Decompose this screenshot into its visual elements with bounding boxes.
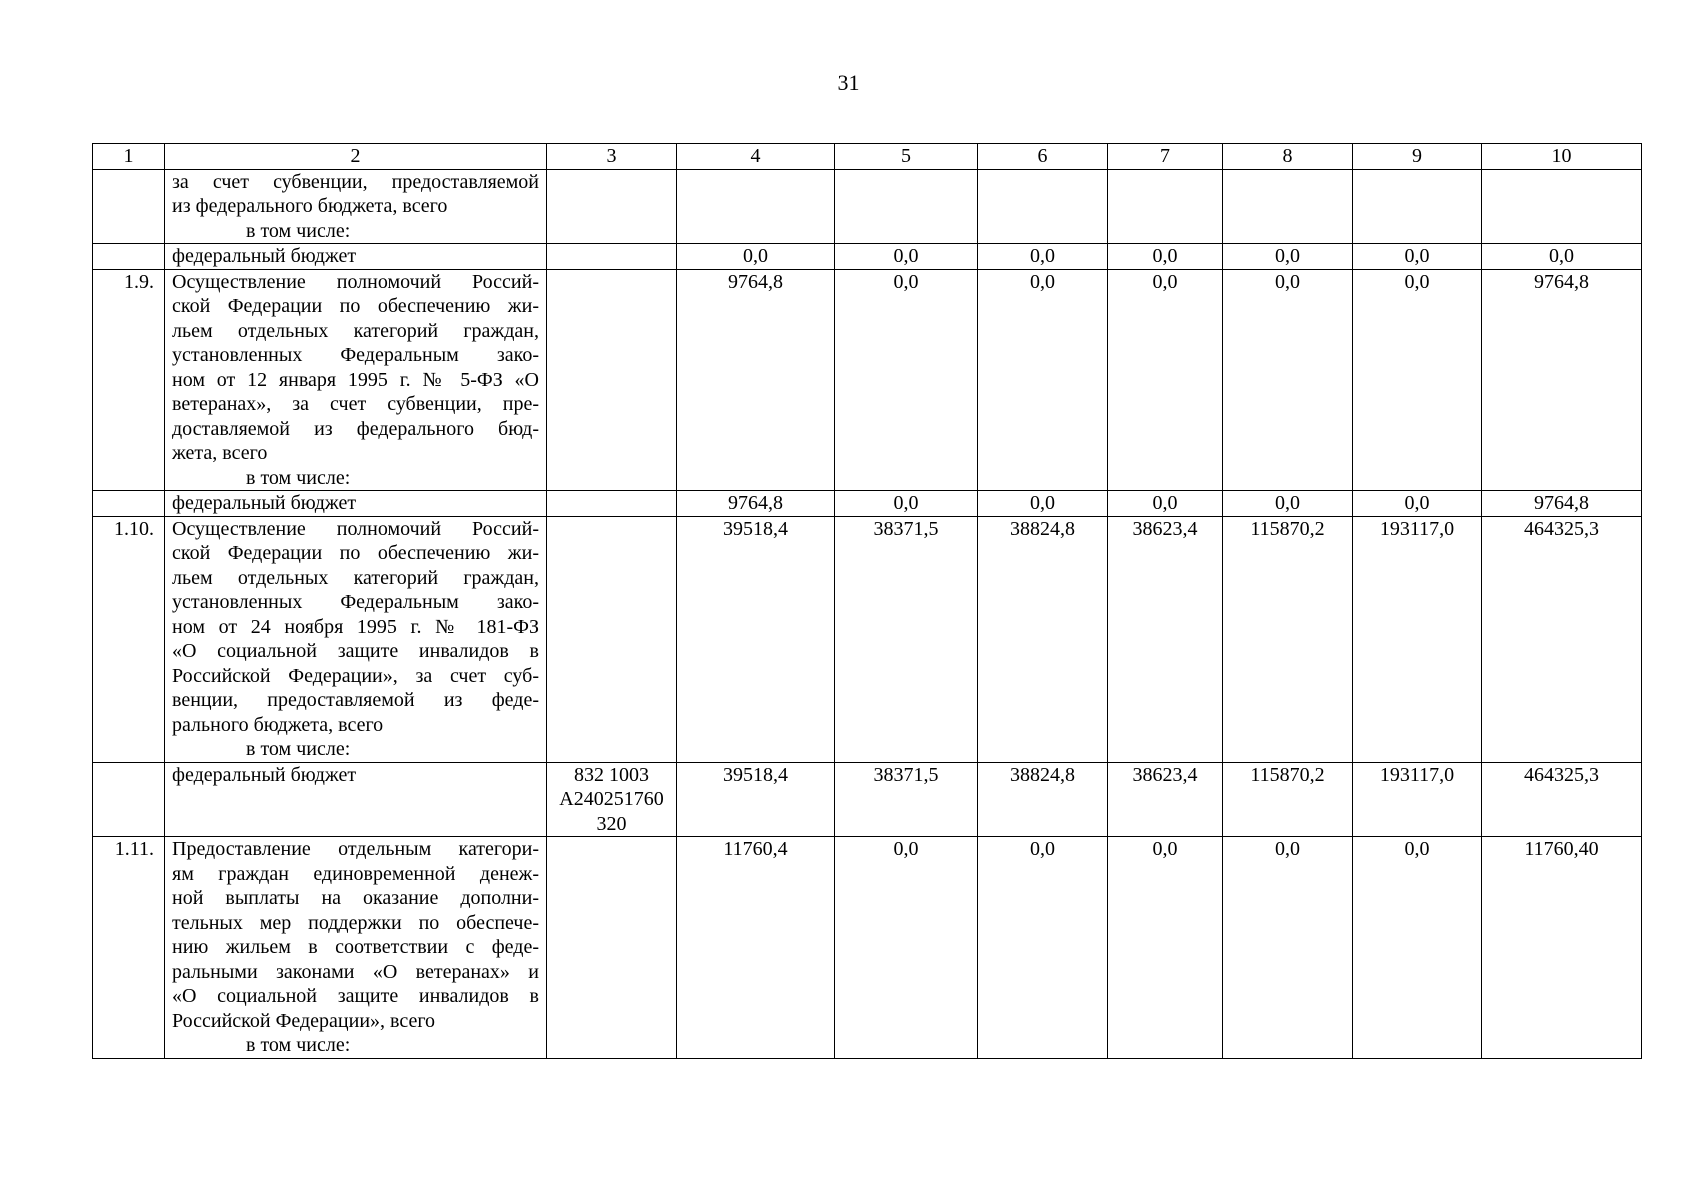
table-row <box>93 837 1642 1059</box>
table-body <box>93 144 1642 1059</box>
row-value-cell: 38623,4 <box>1108 516 1223 762</box>
table-row <box>93 269 1642 491</box>
row-value-cell: 9764,8 <box>1482 269 1642 491</box>
table-row <box>93 762 1642 837</box>
row-value-cell: 0,0 <box>1353 491 1482 517</box>
row-value-cell: 9764,8 <box>677 269 835 491</box>
row-value-cell <box>1482 169 1642 244</box>
row-code-cell <box>547 491 677 517</box>
row-name-cell <box>165 269 547 491</box>
row-name-line: ской Федерации по обеспечению жи- <box>172 542 539 564</box>
row-value-cell: 464325,3 <box>1482 762 1642 837</box>
row-name-cell <box>165 516 547 762</box>
row-value-cell: 0,0 <box>1223 244 1353 270</box>
row-code-cell: 832 1003 А240251760 320 <box>547 762 677 837</box>
row-value-cell <box>978 169 1108 244</box>
row-name-cell <box>165 169 547 244</box>
row-name-line: Осуществление полномочий Россий- <box>172 270 539 293</box>
row-value-cell: 193117,0 <box>1353 516 1482 762</box>
row-value-cell: 0,0 <box>978 269 1108 491</box>
row-value-cell <box>1108 169 1223 244</box>
row-name-line: ном от 12 января 1995 г. № 5-ФЗ «О <box>172 368 539 391</box>
row-name-line: установленных Федеральным зако- <box>172 344 539 366</box>
row-value-cell: 0,0 <box>1108 269 1223 491</box>
row-name-line: «О социальной защите инвалидов в <box>172 985 539 1007</box>
row-name-line: федеральный бюджет <box>172 492 357 514</box>
row-name-line: льем отдельных категорий граждан, <box>172 566 539 589</box>
row-number-cell <box>93 244 165 270</box>
row-value-cell <box>677 169 835 244</box>
row-value-cell: 0,0 <box>978 837 1108 1059</box>
header-cell: 3 <box>547 144 677 170</box>
row-value-cell: 0,0 <box>1223 269 1353 491</box>
row-value-cell: 38824,8 <box>978 516 1108 762</box>
row-number-cell <box>93 491 165 517</box>
row-name-cell <box>165 837 547 1059</box>
row-name-line: ном от 24 ноября 1995 г. № 181-ФЗ <box>172 615 539 638</box>
header-cell: 9 <box>1353 144 1482 170</box>
header-cell: 7 <box>1108 144 1223 170</box>
header-cell: 6 <box>978 144 1108 170</box>
row-name-line: ной выплаты на оказание дополни- <box>172 887 539 909</box>
row-name-cell <box>165 762 547 837</box>
row-sub-label: в том числе: <box>246 219 351 242</box>
row-name-line: ям граждан единовременной денеж- <box>172 862 539 885</box>
row-name-line: доставляемой из федерального бюд- <box>172 417 539 440</box>
row-code-cell <box>547 169 677 244</box>
header-cell: 10 <box>1482 144 1642 170</box>
row-name-line: из федерального бюджета, всего <box>172 195 448 217</box>
row-value-cell: 38623,4 <box>1108 762 1223 837</box>
row-name-line: Российской Федерации», за счет суб- <box>172 664 539 687</box>
header-cell: 5 <box>835 144 978 170</box>
row-name-line: венции, предоставляемой из феде- <box>172 689 539 711</box>
row-value-cell: 0,0 <box>835 244 978 270</box>
table-row <box>93 491 1642 517</box>
row-value-cell: 11760,40 <box>1482 837 1642 1059</box>
row-number-cell <box>93 762 165 837</box>
header-cell: 4 <box>677 144 835 170</box>
header-row <box>93 144 1642 170</box>
row-value-cell: 39518,4 <box>677 762 835 837</box>
row-name-cell <box>165 491 547 517</box>
row-number-cell: 1.11. <box>93 837 165 1059</box>
row-sub-label: в том числе: <box>246 1034 351 1056</box>
row-code-cell <box>547 516 677 762</box>
row-name-line: Предоставление отдельным категори- <box>172 838 539 860</box>
row-value-cell: 0,0 <box>677 244 835 270</box>
row-name-line: «О социальной защите инвалидов в <box>172 640 539 662</box>
row-value-cell: 0,0 <box>1223 491 1353 517</box>
row-value-cell: 115870,2 <box>1223 762 1353 837</box>
row-value-cell: 115870,2 <box>1223 516 1353 762</box>
row-code-cell <box>547 269 677 491</box>
row-sub-label: в том числе: <box>246 466 351 489</box>
row-sub-label: в том числе: <box>246 738 351 760</box>
row-value-cell: 38371,5 <box>835 762 978 837</box>
row-value-cell: 0,0 <box>1353 269 1482 491</box>
row-value-cell: 9764,8 <box>677 491 835 517</box>
row-value-cell: 38371,5 <box>835 516 978 762</box>
row-name-cell <box>165 244 547 270</box>
table-row <box>93 169 1642 244</box>
row-value-cell: 0,0 <box>1353 837 1482 1059</box>
row-value-cell: 0,0 <box>978 244 1108 270</box>
row-value-cell: 0,0 <box>835 837 978 1059</box>
row-value-cell: 0,0 <box>835 269 978 491</box>
budget-table <box>92 143 1642 1059</box>
row-value-cell: 9764,8 <box>1482 491 1642 517</box>
row-value-cell: 0,0 <box>1108 837 1223 1059</box>
row-code-cell <box>547 837 677 1059</box>
row-name-line: Осуществление полномочий Россий- <box>172 517 539 540</box>
header-cell: 1 <box>93 144 165 170</box>
row-name-line: нию жильем в соответствии с феде- <box>172 936 539 958</box>
row-name-line: установленных Федеральным зако- <box>172 591 539 613</box>
row-value-cell: 0,0 <box>1223 837 1353 1059</box>
row-number-cell <box>93 169 165 244</box>
row-value-cell <box>1223 169 1353 244</box>
page-number: 31 <box>837 70 860 95</box>
row-code-cell <box>547 244 677 270</box>
row-name-line: тельных мер поддержки по обеспече- <box>172 911 539 934</box>
row-value-cell: 0,0 <box>1482 244 1642 270</box>
row-name-line: льем отдельных категорий граждан, <box>172 319 539 342</box>
row-name-line: за счет субвенции, предоставляемой <box>172 170 539 193</box>
row-value-cell: 0,0 <box>1108 491 1223 517</box>
row-name-line: рального бюджета, всего <box>172 713 384 736</box>
row-value-cell: 0,0 <box>978 491 1108 517</box>
row-value-cell: 11760,4 <box>677 837 835 1059</box>
table-row <box>93 244 1642 270</box>
row-value-cell: 193117,0 <box>1353 762 1482 837</box>
row-name-line: ральными законами «О ветеранах» и <box>172 960 539 983</box>
row-name-line: Российской Федерации», всего <box>172 1009 436 1032</box>
row-value-cell <box>835 169 978 244</box>
row-name-line: жета, всего <box>172 442 268 464</box>
row-number-cell: 1.9. <box>93 269 165 491</box>
row-name-line: федеральный бюджет <box>172 245 357 267</box>
table-row <box>93 516 1642 762</box>
row-name-line: ветеранах», за счет субвенции, пре- <box>172 393 539 415</box>
row-value-cell: 38824,8 <box>978 762 1108 837</box>
row-name-line: федеральный бюджет <box>172 763 357 786</box>
row-name-line: ской Федерации по обеспечению жи- <box>172 295 539 317</box>
header-cell: 2 <box>165 144 547 170</box>
row-value-cell <box>1353 169 1482 244</box>
row-value-cell: 0,0 <box>1108 244 1223 270</box>
row-number-cell: 1.10. <box>93 516 165 762</box>
row-value-cell: 0,0 <box>835 491 978 517</box>
header-cell: 8 <box>1223 144 1353 170</box>
row-value-cell: 39518,4 <box>677 516 835 762</box>
row-value-cell: 0,0 <box>1353 244 1482 270</box>
row-value-cell: 464325,3 <box>1482 516 1642 762</box>
